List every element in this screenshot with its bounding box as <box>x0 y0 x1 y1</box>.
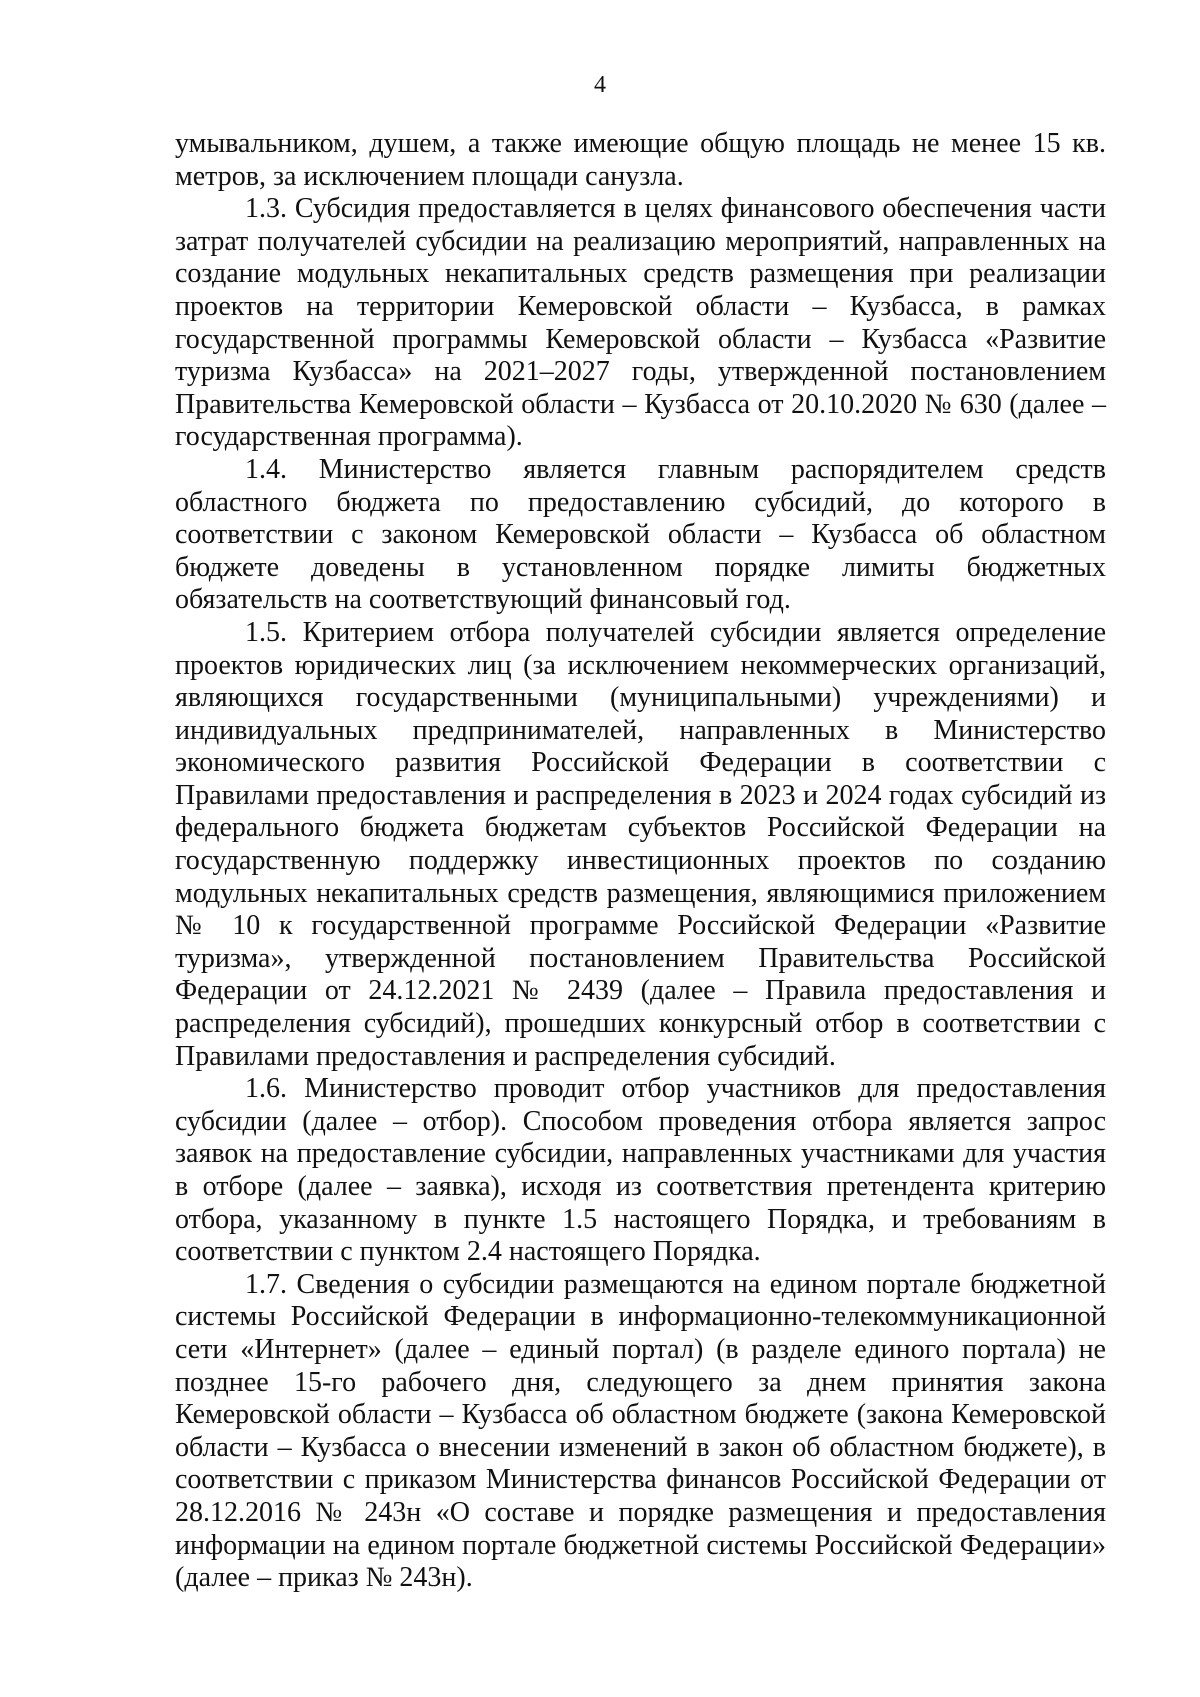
document-body <box>175 128 1106 1595</box>
paragraph-1-4: 1.4. Министерство является главным распорядителем средств областного бюджета по предоставлению субсидий, до которого в соответствии с законом Кемеровской области – Кузбасса об областном бюджете доведены в установленном порядке лимиты бюджетных обязательств на соответствующий финансовый год. <box>175 453 1106 616</box>
paragraph-1-3: 1.3. Субсидия предоставляется в целях финансового обеспечения части затрат получателей субсидии на реализацию мероприятий, направленных на создание модульных некапитальных средств размещения при реализации проектов на территории Кемеровской области – Кузбасса, в рамках государственной программы Кемеровской области – Кузбасса «Развитие туризма Кузбасса» на 2021–2027 годы, утвержденной постановлением Правительства Кемеровской области – Кузбасса от 20.10.2020 № 630 (далее – государственная программа). <box>175 193 1106 453</box>
paragraph-1-5: 1.5. Критерием отбора получателей субсидии является определение проектов юридических лиц (за исключением некоммерческих организаций, являющихся государственными (муниципальными) учреждениями) и индивидуальных предпринимателей, направленных в Министерство экономического развития Российской Федерации в соответствии с Правилами предоставления и распределения в 2023 и 2024 годах субсидий из федерального бюджета бюджетам субъектов Российской Федерации на государственную поддержку инвестиционных проектов по созданию модульных некапитальных средств размещения, являющимися приложением № 10 к государственной программе Российской Федерации «Развитие туризма», утвержденной постановлением Правительства Российской Федерации от 24.12.2021 № 2439 (далее – Правила предоставления и распределения субсидий), прошедших конкурсный отбор в соответствии с Правилами предоставления и распределения субсидий. <box>175 616 1106 1072</box>
page-number: 4 <box>594 72 606 98</box>
paragraph-1-6: 1.6. Министерство проводит отбор участников для предоставления субсидии (далее – отбор). Способом проведения отбора является запрос заявок на предоставление субсидии, направленных участниками для участия в отборе (далее – заявка), исходя из соответствия претендента критерию отбора, указанному в пункте 1.5 настоящего Порядка, и требованиям в соответствии с пунктом 2.4 настоящего Порядка. <box>175 1073 1106 1268</box>
paragraph-continuation: умывальником, душем, а также имеющие общую площадь не менее 15 кв. метров, за исключением площади санузла. <box>175 128 1106 192</box>
paragraph-1-7: 1.7. Сведения о субсидии размещаются на едином портале бюджетной системы Российской Федерации в информационно-телекоммуникационной сети «Интернет» (далее – единый портал) (в разделе единого портала) не позднее 15-го рабочего дня, следующего за днем принятия закона Кемеровской области – Кузбасса об областном бюджете (закона Кемеровской области – Кузбасса о внесении изменений в закон об областном бюджете), в соответствии с приказом Министерства финансов Российской Федерации от 28.12.2016 № 243н «О составе и порядке размещения и предоставления информации на едином портале бюджетной системы Российской Федерации» (далее – приказ № 243н). <box>175 1268 1106 1594</box>
